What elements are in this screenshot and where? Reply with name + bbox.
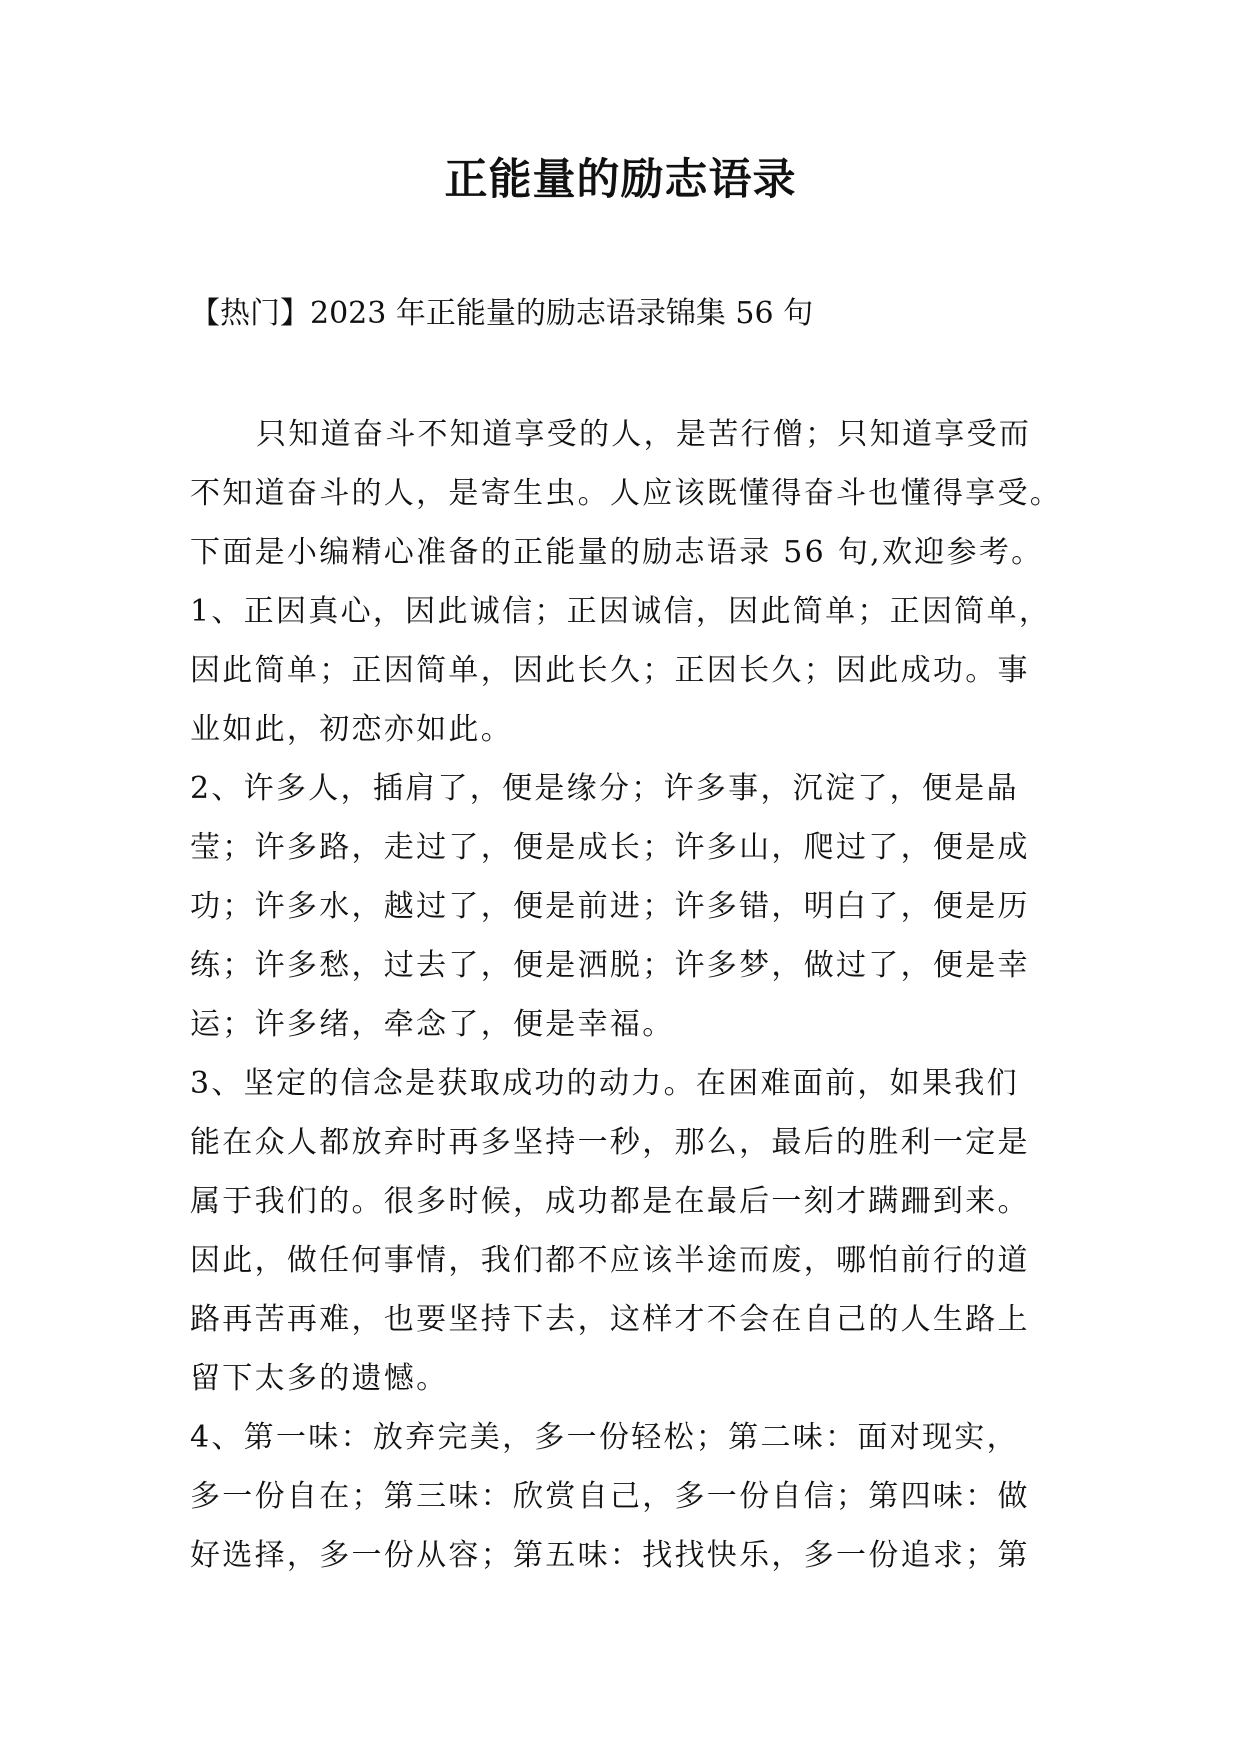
body-line: 多一份自在；第三味：欣赏自己，多一份自信；第四味：做: [190, 1479, 1030, 1514]
body-line: 路再苦再难，也要坚持下去，这样才不会在自己的人生路上: [190, 1302, 1030, 1337]
body-line: 运；许多绪，牵念了，便是幸福。: [190, 1007, 675, 1042]
body-line: 3、坚定的信念是获取成功的动力。在困难面前，如果我们: [190, 1066, 1019, 1101]
document-subtitle: 【热门】2023 年正能量的励志语录锦集 56 句: [190, 296, 814, 331]
body-line: 练；许多愁，过去了，便是洒脱；许多梦，做过了，便是幸: [190, 948, 1030, 983]
body-line: 属于我们的。很多时候，成功都是在最后一刻才蹒跚到来。: [190, 1184, 1030, 1219]
body-line: 4、第一味：放弃完美，多一份轻松；第二味：面对现实，: [190, 1420, 1019, 1455]
body-line: 莹；许多路，走过了，便是成长；许多山，爬过了，便是成: [190, 830, 1030, 865]
document-body: [190, 405, 1070, 1585]
body-line: 好选择，多一份从容；第五味：找找快乐，多一份追求；第: [190, 1538, 1030, 1573]
body-line: 因此，做任何事情，我们都不应该半途而废，哪怕前行的道: [190, 1243, 1030, 1278]
body-line: 留下太多的遗憾。: [190, 1361, 449, 1396]
body-line: 2、许多人，插肩了，便是缘分；许多事，沉淀了，便是晶: [190, 771, 1019, 806]
body-line: 因此简单；正因简单，因此长久；正因长久；因此成功。事: [190, 653, 1030, 688]
document-title: 正能量的励志语录: [444, 155, 797, 205]
body-line: 不知道奋斗的人，是寄生虫。人应该既懂得奋斗也懂得享受。: [190, 476, 1063, 511]
body-line: 业如此，初恋亦如此。: [190, 712, 513, 747]
body-line: 下面是小编精心准备的正能量的励志语录 56 句,欢迎参考。: [190, 535, 1044, 570]
body-line: 能在众人都放弃时再多坚持一秒，那么，最后的胜利一定是: [190, 1125, 1030, 1160]
body-line: 只知道奋斗不知道享受的人，是苦行僧；只知道享受而: [256, 417, 1032, 452]
body-line: 功；许多水，越过了，便是前进；许多错，明白了，便是历: [190, 889, 1030, 924]
body-line: 1、正因真心，因此诚信；正因诚信，因此简单；正因简单，: [190, 594, 1052, 629]
